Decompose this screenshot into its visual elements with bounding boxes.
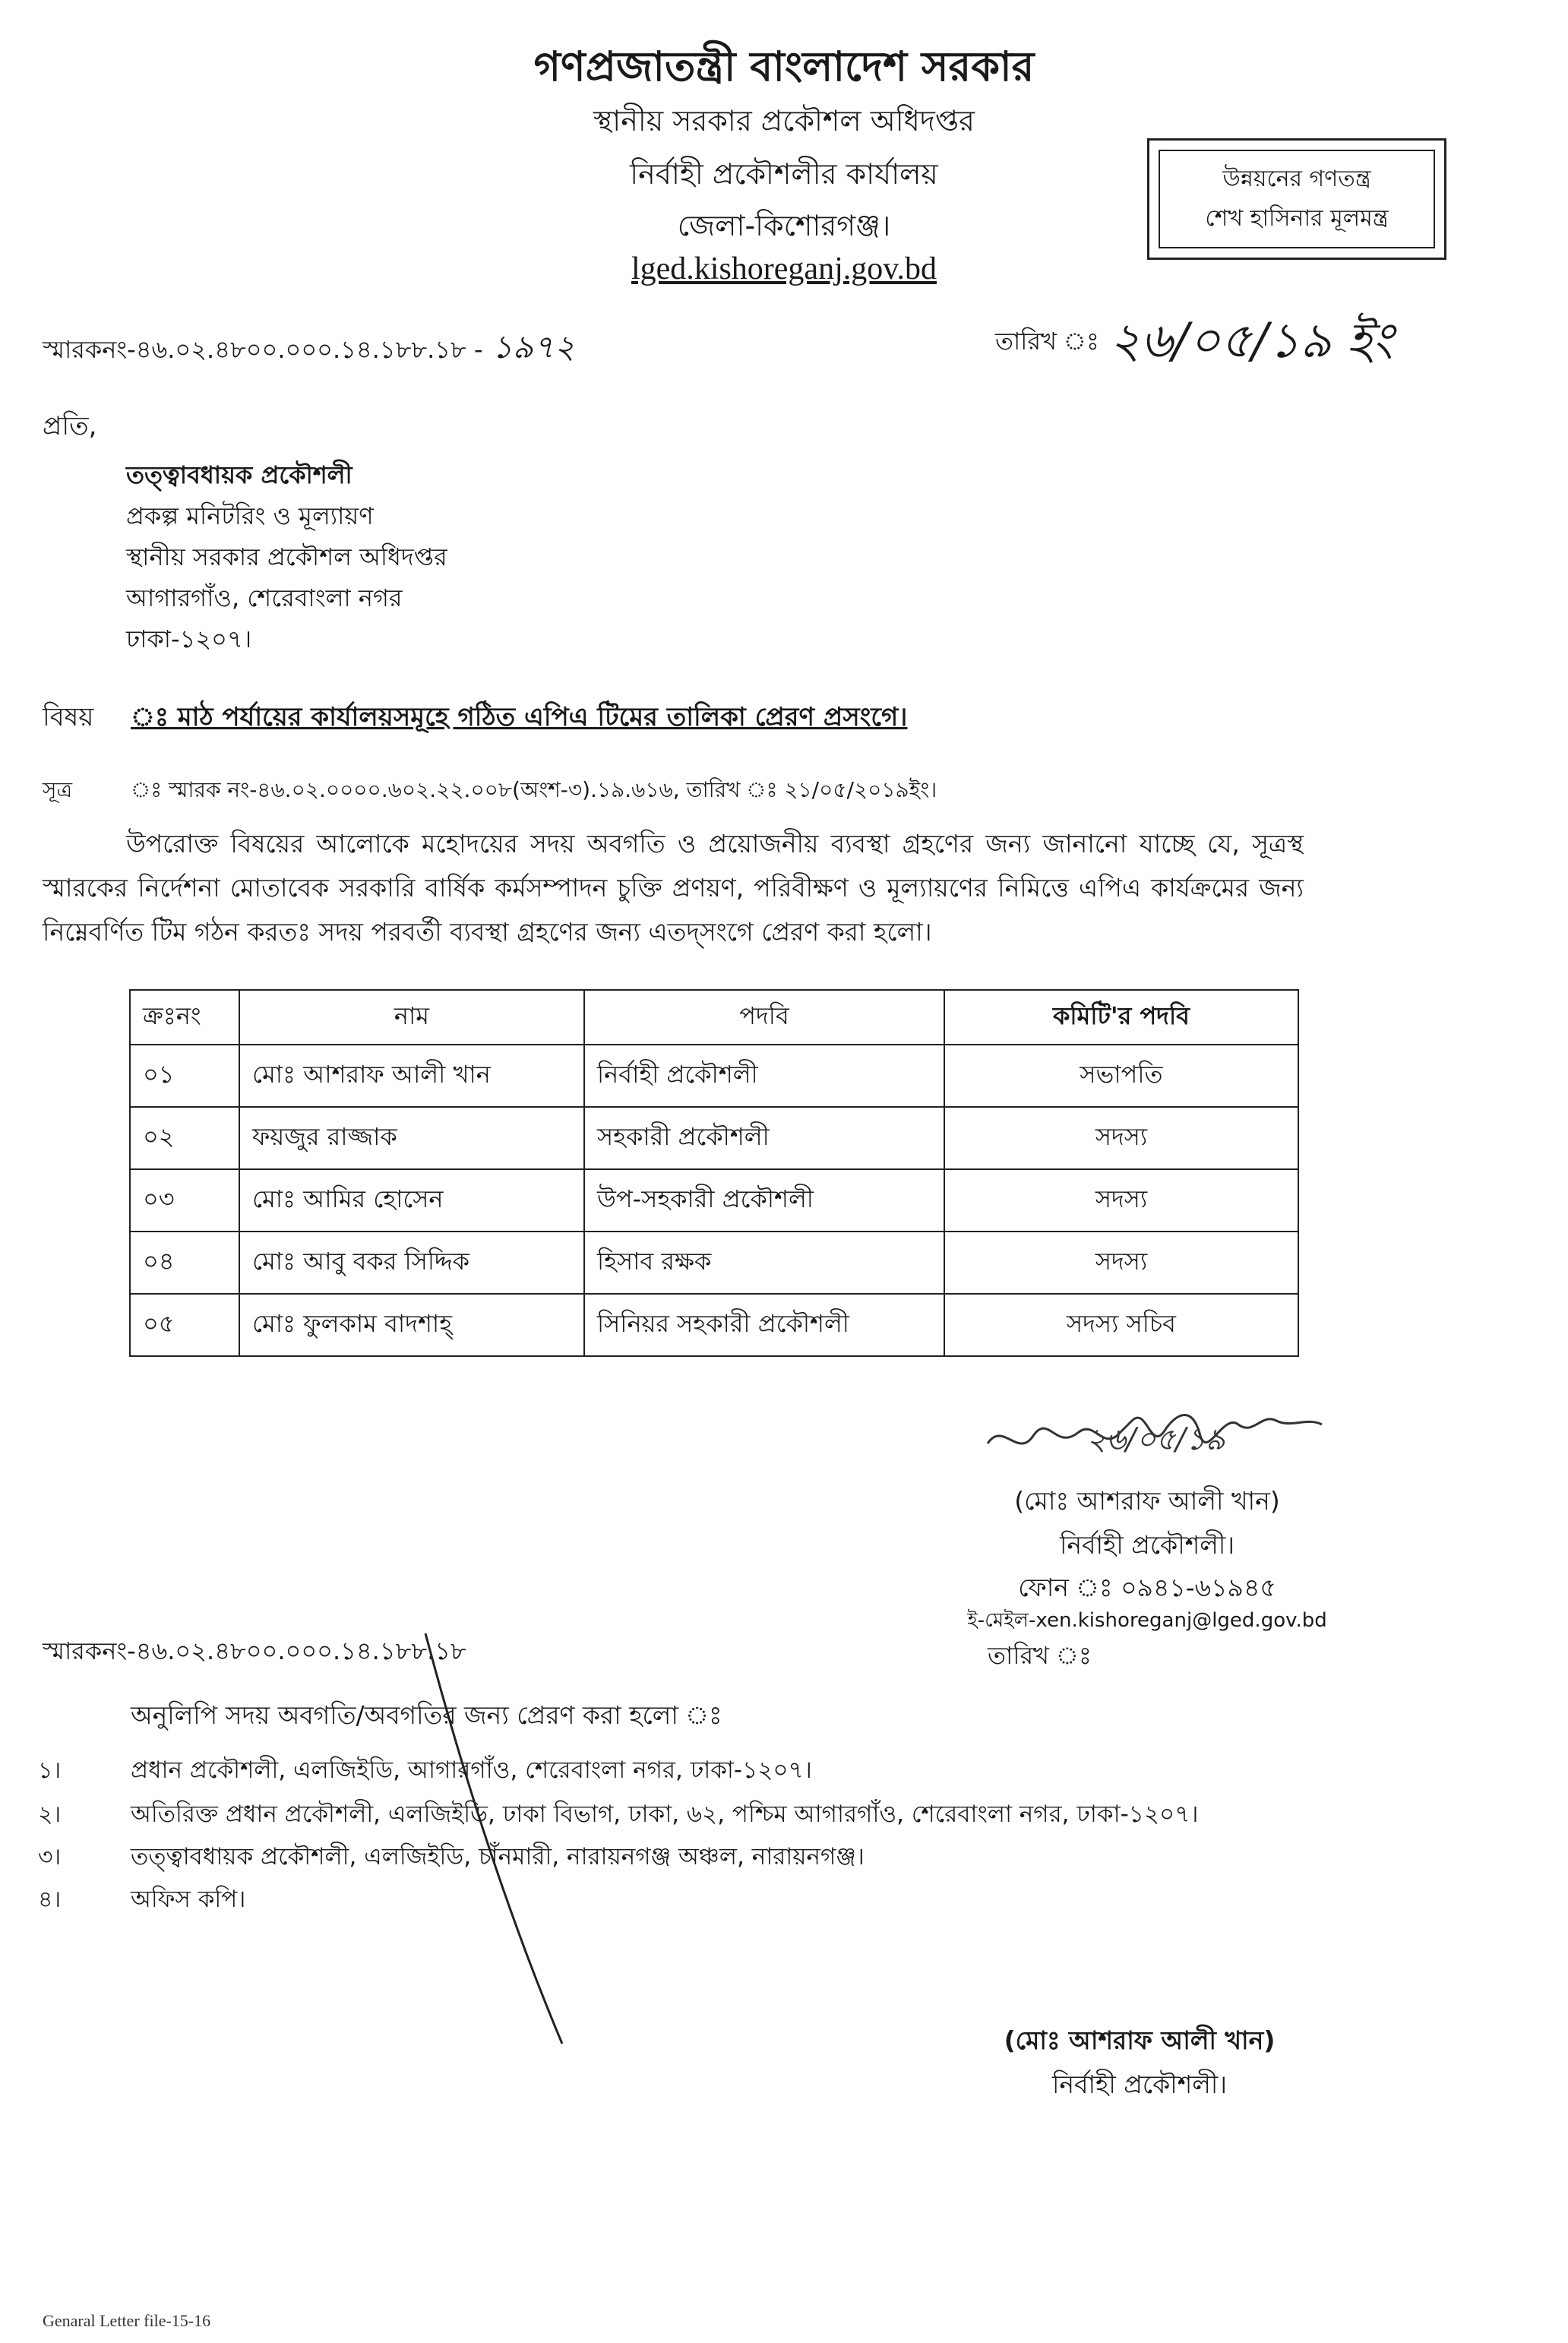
table-row <box>130 1232 1298 1294</box>
government-title: গণপ্রজাতন্ত্রী বাংলাদেশ সরকার <box>533 43 1035 90</box>
cell-committee-role: সদস্য <box>944 1232 1298 1294</box>
cell-serial: ০১ <box>130 1045 239 1107</box>
date-label: তারিখ ঃ <box>995 327 1099 356</box>
website-link[interactable]: lged.kishoreganj.gov.bd <box>631 251 937 286</box>
cell-committee-role: সদস্য <box>944 1107 1298 1169</box>
signatory-phone: ফোন ঃ ০৯৪১-৬১৯৪৫ <box>1018 1573 1276 1602</box>
copy-item-text: অতিরিক্ত প্রধান প্রকৌশলী, এলজিইডি, ঢাকা বিভাগ, ঢাকা, ৬২, পশ্চিম আগারগাঁও, শেরেবাংলা নগর, ঢাকা-১২০৭। <box>131 1801 1199 1828</box>
copy-memo-date-label: তারিখ ঃ <box>988 1641 1092 1670</box>
table-row <box>130 1169 1298 1232</box>
signatory-name: (মোঃ আশরাফ আলী খান) <box>1014 1486 1280 1516</box>
cell-serial: ০৫ <box>130 1294 239 1356</box>
cell-committee-role: সদস্য <box>944 1169 1298 1232</box>
table-header-row <box>130 990 1298 1045</box>
copy-item-text: প্রধান প্রকৌশলী, এলজিইডি, আগারগাঁও, শেরেবাংলা নগর, ঢাকা-১২০৭। <box>131 1756 812 1784</box>
cell-designation: উপ-সহকারী প্রকৌশলী <box>584 1169 944 1232</box>
cell-designation: নির্বাহী প্রকৌশলী <box>584 1045 944 1107</box>
memo-reference <box>43 322 575 376</box>
copy-item-number: ২। <box>38 1801 62 1828</box>
footer-file-label: Genaral Letter file-15-16 <box>43 2311 211 2330</box>
cell-designation: সহকারী প্রকৌশলী <box>584 1107 944 1169</box>
recipient-line: আগারগাঁও, শেরেবাংলা নগর <box>126 583 403 612</box>
department-name: স্থানীয় সরকার প্রকৌশল অধিদপ্তর <box>593 104 975 138</box>
body-paragraph: উপরোক্ত বিষয়ের আলোকে মহোদয়ের সদয় অবগতি ও প্রয়োজনীয় ব্যবস্থা গ্রহণের জন্য জানানো যাচ্ছে যে, সূত্রস্থ স্মারকের নির্দেশনা মোতাবেক সরকারি বার্ষিক কর্মসম্পাদন চুক্তি প্রণয়ণ, পরিবীক্ষণ ও মূল্যায়ণের নিমিত্তে এপিএ কার্যক্রমের জন্য নিম্নেবর্ণিত টিম গঠন করতঃ সদয় পরবর্তী ব্যবস্থা গ্রহণের জন্য এতদ্‌সংগে প্রেরণ করা হলো। <box>43 829 1304 947</box>
copy-intro: অনুলিপি সদয় অবগতি/অবগতির জন্য প্রেরণ করা হলো ঃ <box>131 1700 722 1730</box>
recipient-to-label: প্রতি, <box>43 411 97 441</box>
memo-ref-label: স্মারকনং-৪৬.০২.৪৮০০.০০০.১৪.১৮৮.১৮ - <box>43 335 483 364</box>
cell-name: মোঃ আশরাফ আলী খান <box>239 1045 584 1107</box>
signatory-designation-2: নির্বাহী প্রকৌশলী। <box>1051 2069 1228 2099</box>
slogan-line-2: শেখ হাসিনার মূলমন্ত্র <box>1205 205 1389 232</box>
copy-memo-reference: স্মারকনং-৪৬.০২.৪৮০০.০০০.১৪.১৮৮.১৮ <box>43 1636 466 1665</box>
signature-handwritten-date: ২৬/০৫/১৯ <box>1086 1422 1225 1457</box>
source-label: সূত্র <box>43 777 73 802</box>
column-header-designation: পদবি <box>584 990 944 1045</box>
apa-team-table <box>129 989 1299 1357</box>
slogan-line-1: উন্নয়নের গণতন্ত্র <box>1222 166 1371 192</box>
cell-serial: ০২ <box>130 1107 239 1169</box>
memo-ref-handwritten: ১৯৭২ <box>492 328 575 365</box>
copy-item-number: ১। <box>38 1757 62 1784</box>
table-row <box>130 1294 1298 1356</box>
cell-committee-role: সদস্য সচিব <box>944 1294 1298 1356</box>
recipient-line: প্রকল্প মনিটরিং ও মূল্যায়ণ <box>126 501 374 530</box>
cell-serial: ০৩ <box>130 1169 239 1232</box>
recipient-line: ঢাকা-১২০৭। <box>126 624 252 653</box>
copy-item-number: ৪। <box>38 1886 62 1913</box>
subject-text: ঃ মাঠ পর্যায়ের কার্যালয়সমূহে গঠিত এপিএ টিমের তালিকা প্রেরণ প্রসংগে। <box>131 702 908 732</box>
date-handwritten: ২৬/০৫/১৯ ইং <box>1109 313 1393 369</box>
signatory-email[interactable]: ই-মেইল-xen.kishoreganj@lged.gov.bd <box>967 1609 1327 1632</box>
cell-name: মোঃ ফুলকাম বাদশাহ্‌ <box>239 1294 584 1356</box>
slogan-box <box>1147 138 1446 260</box>
copy-item-text: অফিস কপি। <box>131 1886 246 1913</box>
source-text: ঃ স্মারক নং-৪৬.০২.০০০০.৬০২.২২.০০৮(অংশ-৩).১৯.৬১৬, তারিখ ঃ ২১/০৫/২০১৯ইং। <box>131 777 937 802</box>
table-row <box>130 1107 1298 1169</box>
cell-name: মোঃ আমির হোসেন <box>239 1169 584 1232</box>
cell-committee-role: সভাপতি <box>944 1045 1298 1107</box>
table-row <box>130 1045 1298 1107</box>
cell-serial: ০৪ <box>130 1232 239 1294</box>
recipient-line: তত্ত্বাবধায়ক প্রকৌশলী <box>126 460 352 489</box>
column-header-committee-role: কমিটি'র পদবি <box>944 990 1298 1045</box>
signature-scribble <box>972 1390 1337 1474</box>
signatory-designation: নির্বাহী প্রকৌশলী। <box>1059 1530 1235 1560</box>
district-name: জেলা-কিশোরগঞ্জ। <box>677 209 891 242</box>
column-header-serial: ক্রঃনং <box>130 990 239 1045</box>
cell-designation: সিনিয়র সহকারী প্রকৌশলী <box>584 1294 944 1356</box>
cell-name: ফয়জুর রাজ্জাক <box>239 1107 584 1169</box>
column-header-name: নাম <box>239 990 584 1045</box>
signatory-name-2: (মোঃ আশরাফ আলী খান) <box>1004 2025 1276 2055</box>
cell-name: মোঃ আবু বকর সিদ্দিক <box>239 1232 584 1294</box>
copy-item-text: তত্ত্বাবধায়ক প্রকৌশলী, এলজিইডি, চাঁনমারী, নারায়নগঞ্জ অঞ্চল, নারায়নগঞ্জ। <box>131 1843 865 1870</box>
recipient-line: স্থানীয় সরকার প্রকৌশল অধিদপ্তর <box>126 542 447 571</box>
subject-label: বিষয় <box>43 702 94 732</box>
cell-designation: হিসাব রক্ষক <box>584 1232 944 1294</box>
copy-item-number: ৩। <box>38 1844 62 1870</box>
office-name: নির্বাহী প্রকৌশলীর কার্যালয় <box>630 157 938 191</box>
